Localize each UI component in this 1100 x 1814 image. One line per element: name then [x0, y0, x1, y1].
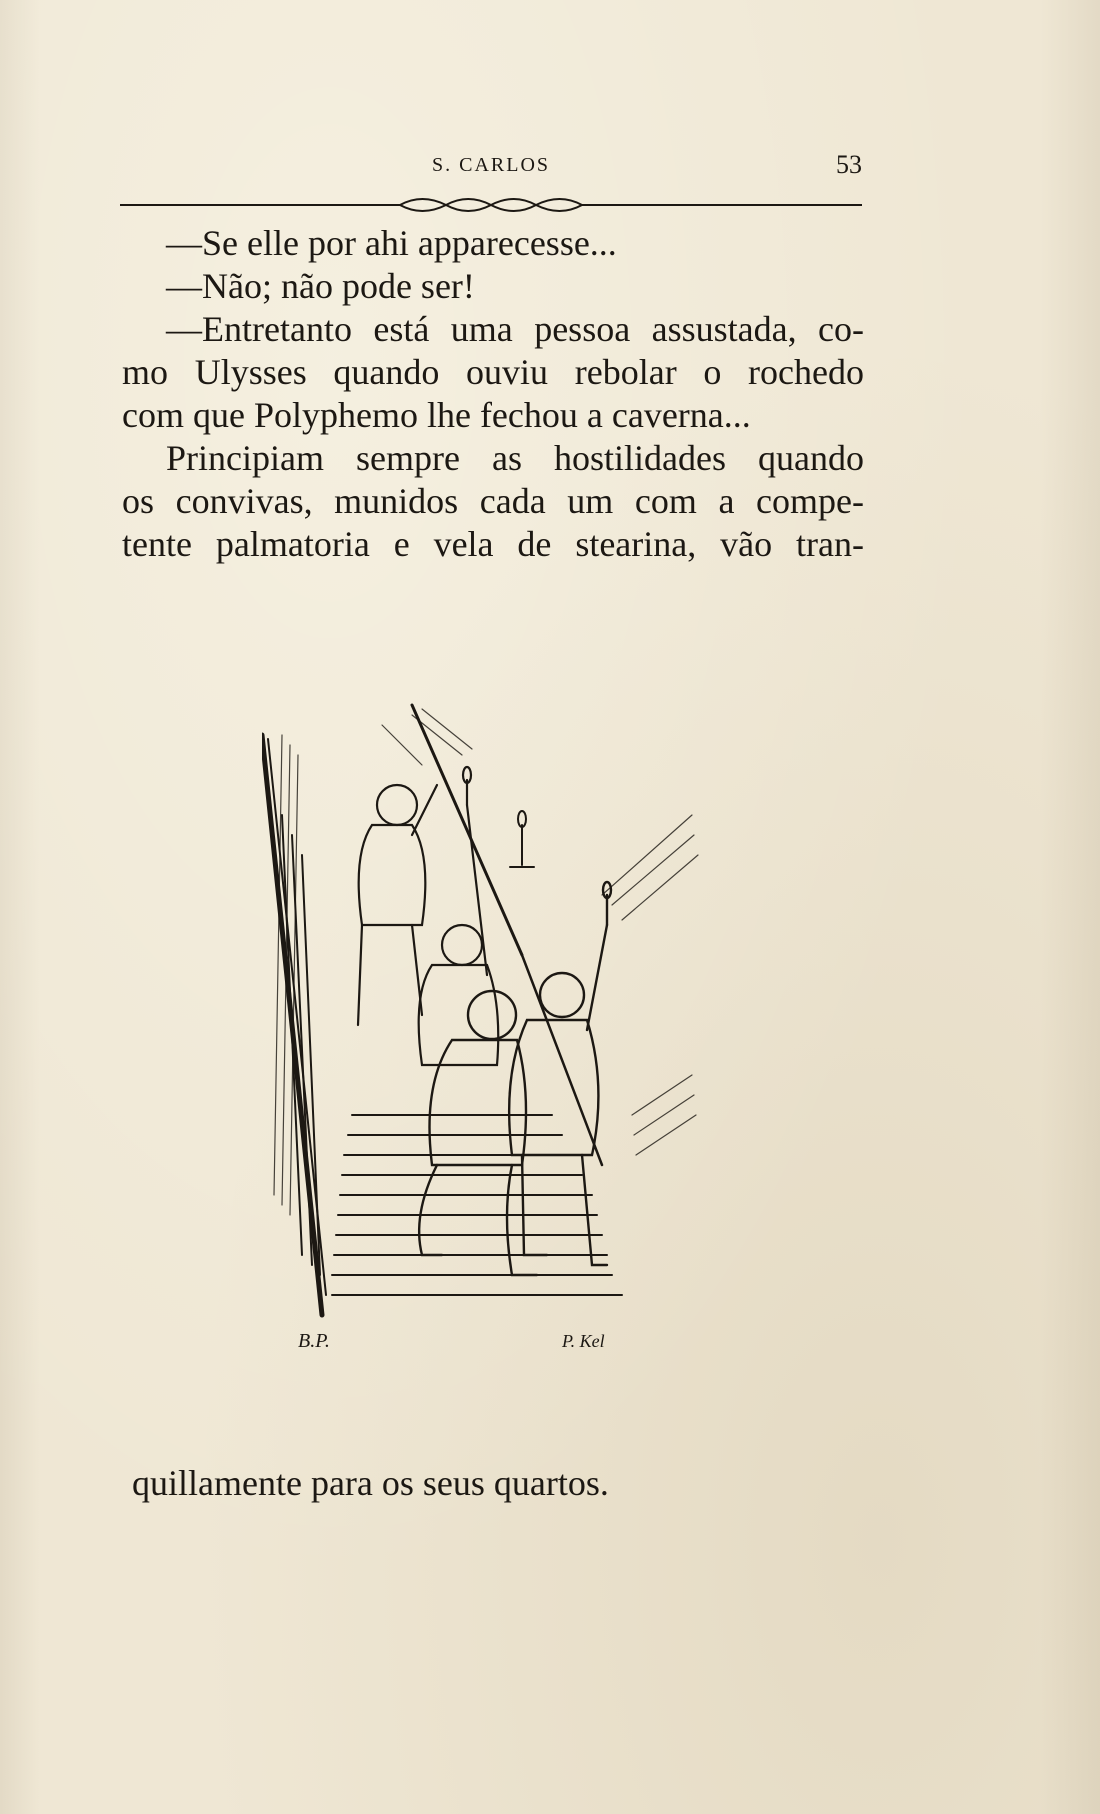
signature-left: B.P. — [298, 1330, 330, 1352]
text-line-5: com que Polyphemo lhe fechou a caverna... — [122, 395, 751, 435]
paragraph-line-2: os convivas, munidos cada um com a compe- — [122, 481, 864, 521]
dialogue-line-1: —Se elle por ahi apparecesse... — [166, 223, 617, 263]
page-number: 53 — [836, 150, 862, 179]
signature-right: P. Kel — [562, 1331, 605, 1351]
body-text — [122, 222, 864, 566]
paragraph-line-1: Principiam sempre as hostilidades quando — [166, 438, 864, 478]
ornamental-rule — [120, 192, 862, 218]
paragraph-line-3: tente palmatoria e vela de stearina, vão tran- — [122, 524, 864, 564]
text-line-4: mo Ulysses quando ouviu rebolar o rochedo — [122, 352, 864, 392]
staircase-engraving — [262, 695, 702, 1375]
closing-line: quillamente para os seus quartos. — [132, 1463, 609, 1503]
dialogue-line-3: —Entretanto está uma pessoa assustada, co- — [166, 309, 864, 349]
dialogue-line-2: —Não; não pode ser! — [166, 266, 475, 306]
running-title: S. CARLOS — [431, 154, 551, 176]
page-header — [120, 150, 862, 190]
